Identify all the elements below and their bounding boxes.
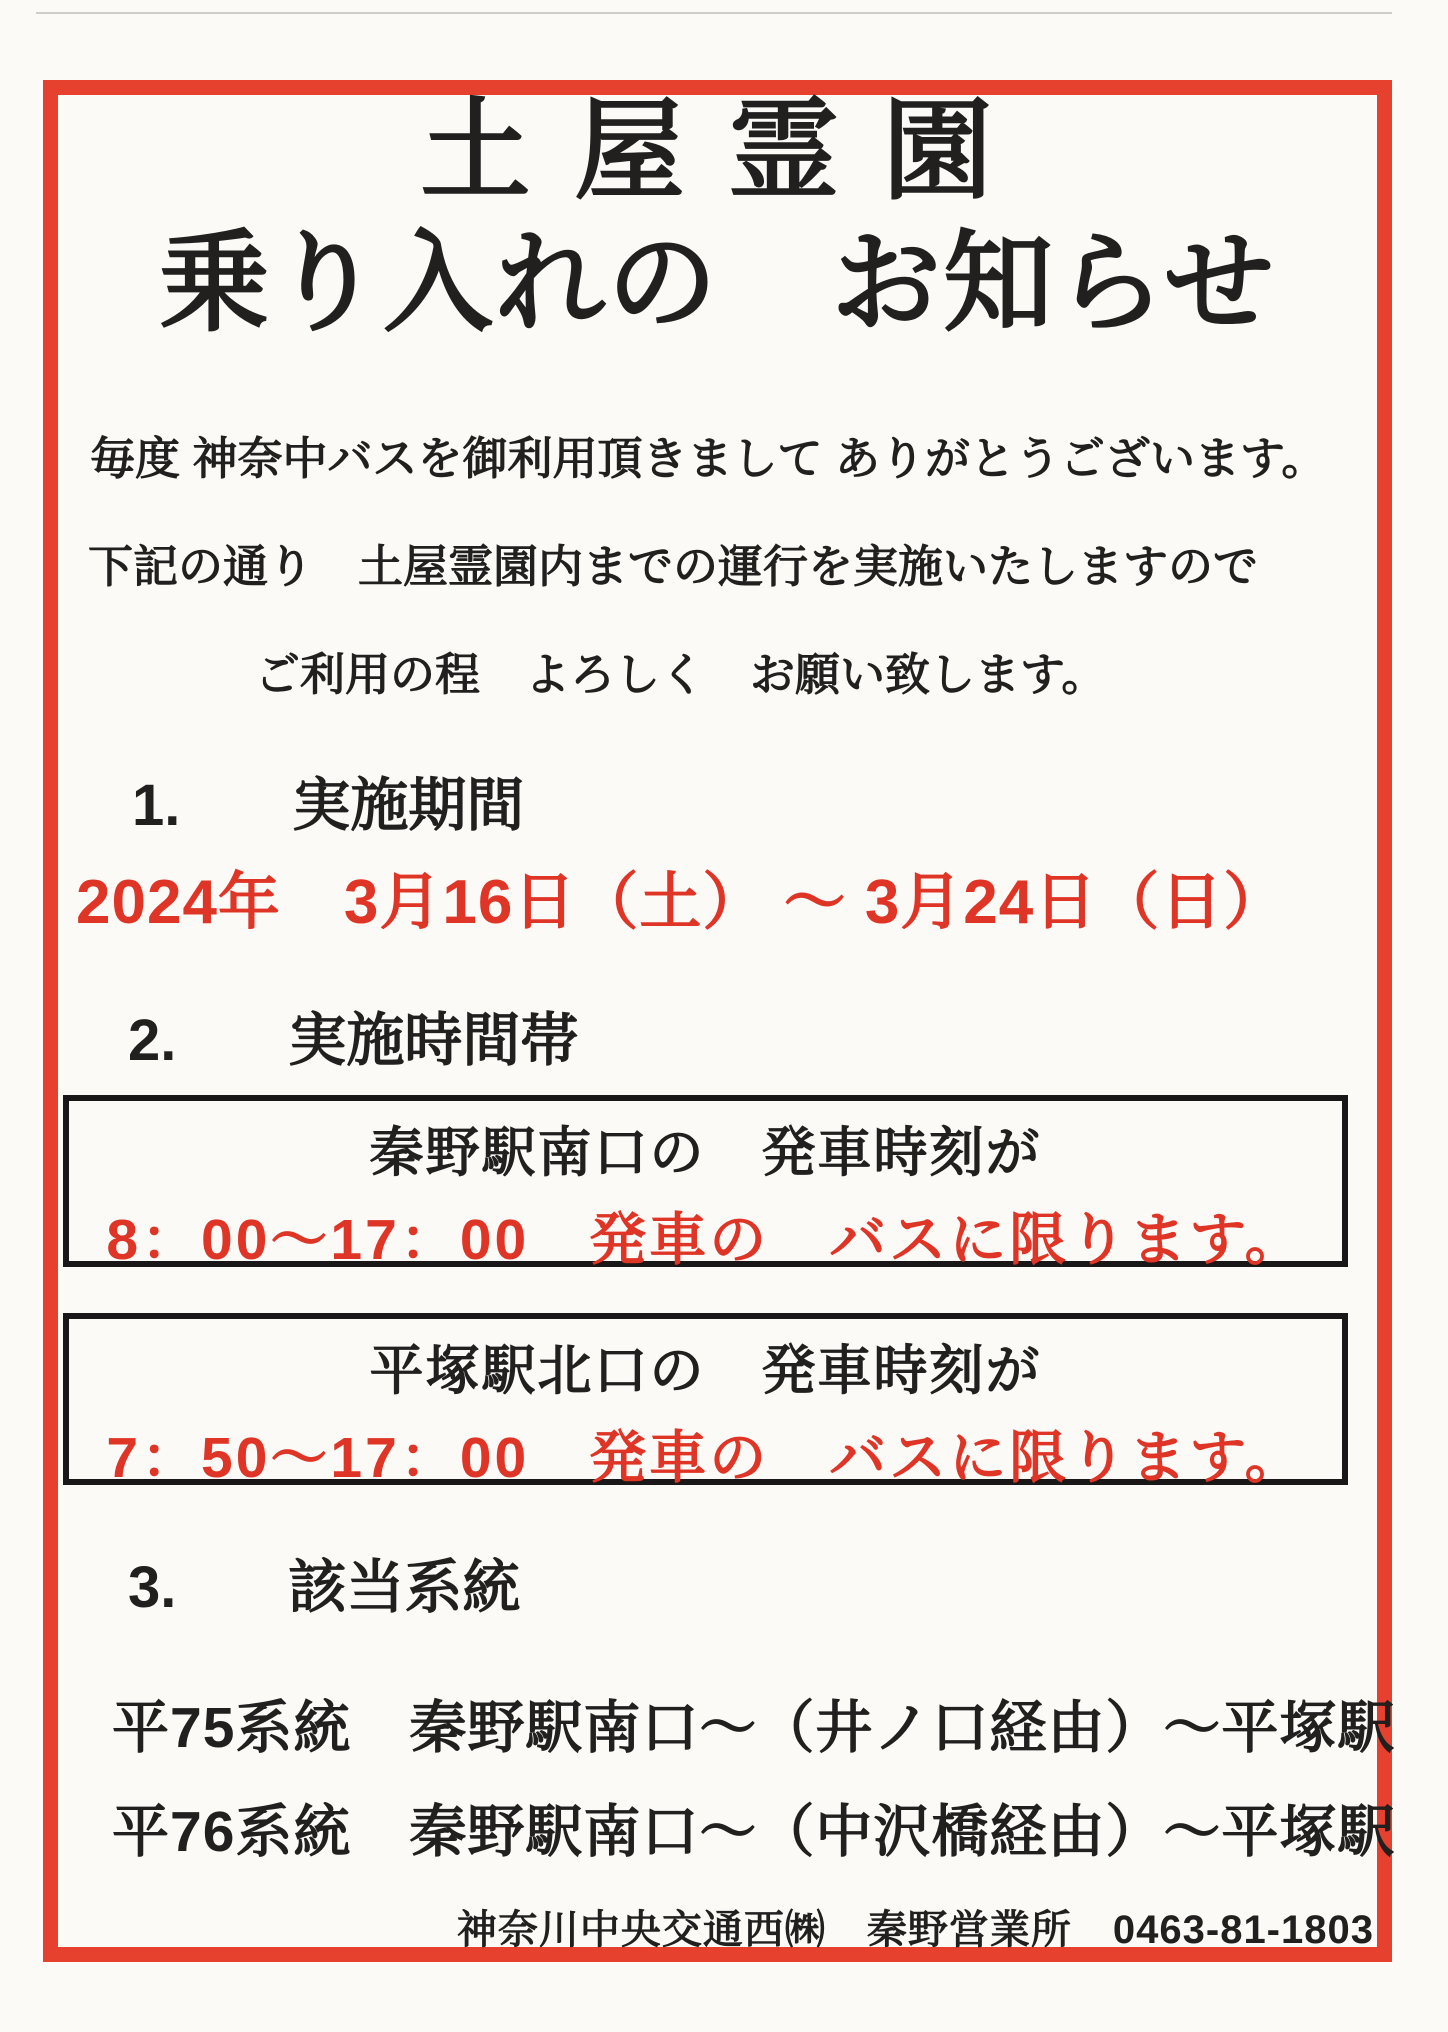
period-date-range: 2024年 3月16日（土） ～ 3月24日（日）	[76, 868, 1287, 937]
footer-contact: 神奈川中央交通西㈱ 秦野営業所 0463-81-1803	[456, 1908, 1374, 1952]
hours-box-hadano-station	[63, 1095, 1348, 1272]
hours-box-hadano-detail: 8：00～17：00 発車の バスに限ります。	[106, 1208, 1305, 1272]
hours-box-hiratsuka-heading: 平塚駅北口の 発車時刻が	[369, 1341, 1042, 1401]
intro-line-3: ご利用の程 よろしく お願い致します。	[255, 649, 1107, 700]
section-routes-heading	[128, 1540, 520, 1624]
section-period-heading	[132, 758, 524, 842]
section-routes-number: 3.	[128, 1555, 177, 1620]
intro-line-1: 毎度 神奈中バスを御利用頂きまして ありがとうございます。	[90, 433, 1327, 484]
section-hours-label: 実施時間帯	[288, 1008, 579, 1073]
section-period-number: 1.	[132, 773, 181, 838]
title-line-1: 土屋霊園	[420, 90, 1037, 213]
section-period-label: 実施期間	[292, 773, 525, 838]
hours-box-hiratsuka-station	[63, 1313, 1348, 1490]
hours-box-hadano-heading: 秦野駅南口の 発車時刻が	[369, 1123, 1042, 1183]
hours-box-hiratsuka-detail: 7：50～17：00 発車の バスに限ります。	[106, 1426, 1305, 1490]
route-hei76: 平76系統 秦野駅南口～（中沢橋経由）～平塚駅	[112, 1800, 1396, 1864]
route-hei75: 平75系統 秦野駅南口～（井ノ口経由）～平塚駅	[112, 1696, 1396, 1760]
intro-line-2: 下記の通り 土屋霊園内までの運行を実施いたしますので	[88, 541, 1259, 592]
scan-edge-artifact	[36, 12, 1392, 14]
title-line-2: 乗り入れの お知らせ	[159, 222, 1276, 345]
notice-title	[43, 86, 1392, 350]
section-hours-heading	[128, 993, 578, 1077]
section-routes-label: 該当系統	[288, 1555, 521, 1620]
section-hours-number: 2.	[128, 1008, 177, 1073]
